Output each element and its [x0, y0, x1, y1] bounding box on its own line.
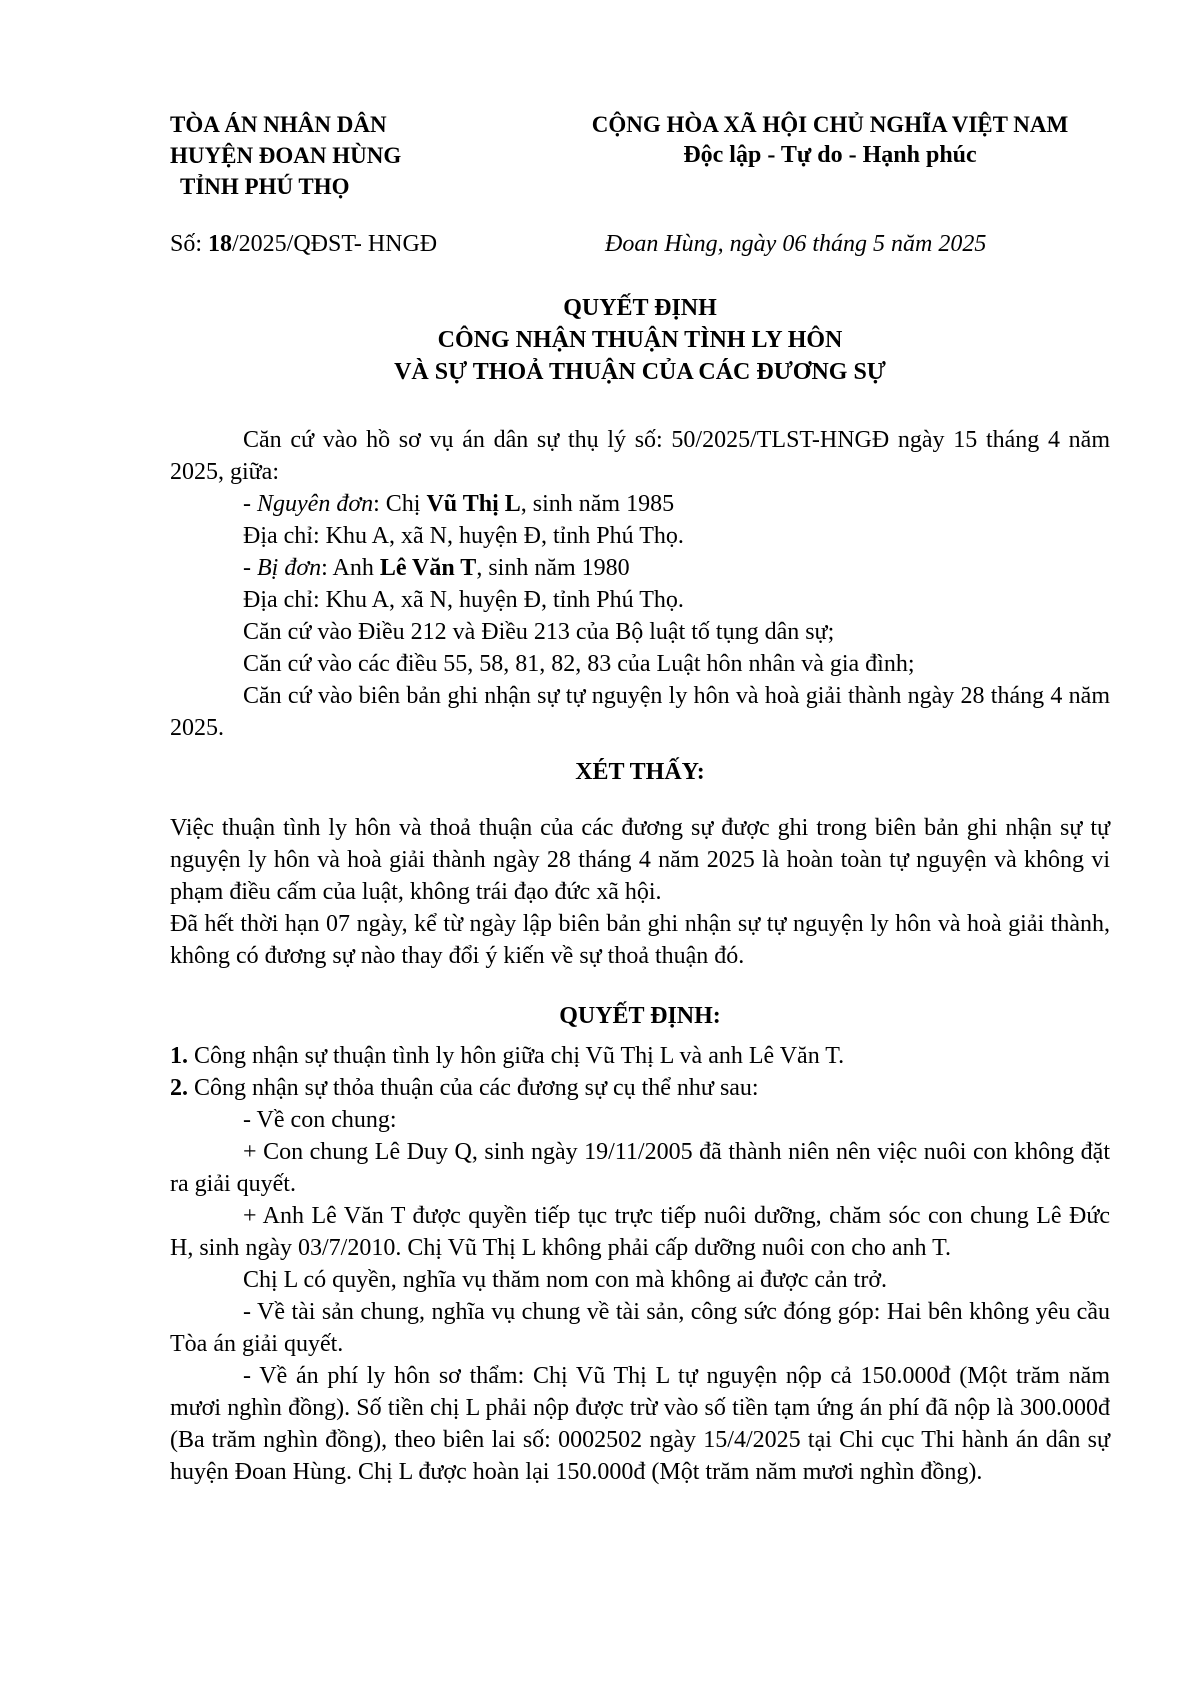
court-name-line3: TỈNH PHÚ THỌ	[180, 174, 350, 199]
defendant-line: - Bị đơn: Anh Lê Văn T, sinh năm 1980	[243, 555, 630, 581]
plaintiff-address: Địa chỉ: Khu A, xã N, huyện Đ, tỉnh Phú Thọ.	[243, 523, 684, 549]
defendant-address: Địa chỉ: Khu A, xã N, huyện Đ, tỉnh Phú Thọ.	[243, 587, 684, 613]
child-clause-1: + Con chung Lê Duy Q, sinh ngày 19/11/2005 đã thành niên nên việc nuôi con không đặt ra giải quyết.	[170, 1139, 1110, 1197]
basis-case-file: Căn cứ vào hồ sơ vụ án dân sự thụ lý số: 50/2025/TLST-HNGĐ ngày 15 tháng 4 năm 2025, giữa:	[170, 427, 1110, 485]
findings-paragraph-2: Đã hết thời hạn 07 ngày, kể từ ngày lập biên bản ghi nhận sự tự nguyện ly hôn và hoà giải thành, không có đương sự nào thay đổi ý kiến về sự thoả thuận đó.	[170, 911, 1110, 969]
plaintiff-line: - Nguyên đơn: Chị Vũ Thị L, sinh năm 1985	[243, 491, 675, 517]
decision-section	[170, 1040, 1110, 1488]
property-clause: - Về tài sản chung, nghĩa vụ chung về tài sản, công sức đóng góp: Hai bên không yêu cầu Tòa án giải quyết.	[170, 1299, 1110, 1357]
doc-title-line3: VÀ SỰ THOẢ THUẬN CỦA CÁC ĐƯƠNG SỰ	[394, 359, 886, 385]
doc-title-line2: CÔNG NHẬN THUẬN TÌNH LY HÔN	[437, 327, 843, 353]
findings-section	[170, 812, 1110, 972]
legal-basis-2: Căn cứ vào các điều 55, 58, 81, 82, 83 của Luật hôn nhân và gia đình;	[243, 651, 915, 677]
decision-heading: QUYẾT ĐỊNH:	[559, 1003, 721, 1029]
nation-motto: Độc lập - Tự do - Hạnh phúc	[683, 142, 977, 168]
findings-paragraph-1: Việc thuận tình ly hôn và thoả thuận của các đương sự được ghi trong biên bản ghi nhận sự tự nguyện ly hôn và hoà giải thành ngày 28 tháng 4 năm 2025 là hoàn toàn tự nguyện và không vi phạm điều cấm của luật, không trái đạo đức xã hội.	[170, 815, 1110, 905]
doc-title-line1: QUYẾT ĐỊNH	[563, 295, 717, 321]
legal-basis-1: Căn cứ vào Điều 212 và Điều 213 của Bộ luật tố tụng dân sự;	[243, 619, 835, 645]
children-heading: - Về con chung:	[243, 1107, 397, 1133]
visitation-clause: Chị L có quyền, nghĩa vụ thăm nom con mà không ai được cản trở.	[243, 1267, 888, 1293]
court-fee-clause: - Về án phí ly hôn sơ thẩm: Chị Vũ Thị L tự nguyện nộp cả 150.000đ (Một trăm năm mươi nghìn đồng). Số tiền chị L phải nộp được trừ vào số tiền tạm ứng án phí đã nộp là 300.000đ (Ba trăm nghìn đồng), theo biên lai số: 0002502 ngày 15/4/2025 tại Chi cục Thi hành án dân sự huyện Đoan Hùng. Chị L được hoàn lại 150.000đ (Một trăm năm mươi nghìn đồng).	[170, 1363, 1110, 1485]
court-name-line1: TÒA ÁN NHÂN DÂN	[170, 112, 387, 137]
child-clause-2: + Anh Lê Văn T được quyền tiếp tục trực tiếp nuôi dưỡng, chăm sóc con chung Lê Đức H, sinh ngày 03/7/2010. Chị Vũ Thị L không phải cấp dưỡng nuôi con cho anh T.	[170, 1203, 1110, 1261]
court-name-line2: HUYỆN ĐOAN HÙNG	[170, 143, 402, 168]
legal-basis-3: Căn cứ vào biên bản ghi nhận sự tự nguyện ly hôn và hoà giải thành ngày 28 tháng 4 năm 2025.	[170, 683, 1110, 741]
decision-item-2: 2. Công nhận sự thỏa thuận của các đương sự cụ thể như sau:	[170, 1075, 759, 1101]
decision-item-1: 1. Công nhận sự thuận tình ly hôn giữa chị Vũ Thị L và anh Lê Văn T.	[170, 1043, 845, 1069]
decision-number: Số: 18/2025/QĐST- HNGĐ	[170, 231, 438, 257]
nation-title: CỘNG HÒA XÃ HỘI CHỦ NGHĨA VIỆT NAM	[591, 112, 1069, 137]
findings-heading: XÉT THẤY:	[575, 759, 705, 785]
basis-section	[170, 424, 1110, 744]
place-date: Đoan Hùng, ngày 06 tháng 5 năm 2025	[605, 231, 987, 257]
